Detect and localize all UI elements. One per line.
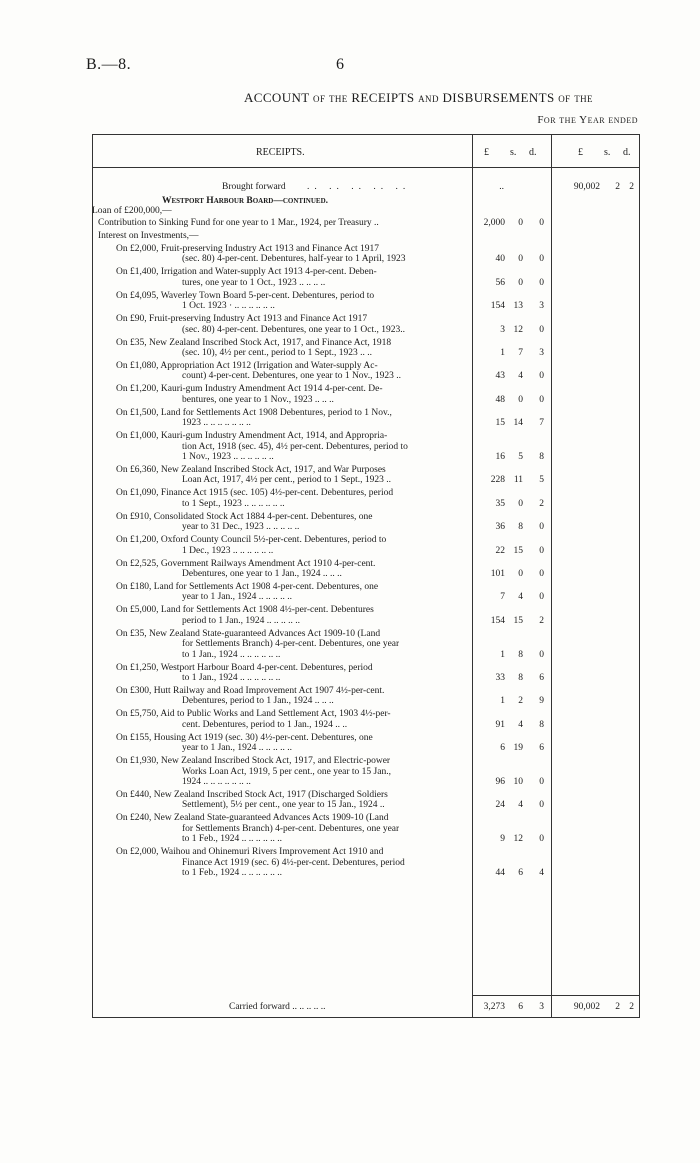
entry-pounds: 1 bbox=[500, 649, 505, 660]
entry-shillings: 2 bbox=[518, 696, 523, 707]
entry-pence: 0 bbox=[539, 834, 544, 845]
entry-pence: 0 bbox=[539, 777, 544, 787]
entry-shillings: 12 bbox=[513, 324, 523, 335]
entry-pounds: 228 bbox=[490, 475, 505, 486]
entry-line bbox=[92, 370, 640, 382]
entry-line bbox=[92, 742, 640, 754]
entry-line bbox=[92, 324, 640, 336]
entry-shillings: 10 bbox=[513, 777, 523, 787]
entry-pounds: 96 bbox=[495, 777, 505, 787]
entry-text: On £2,000, Fruit-preserving Industry Act 1913 and Finance Act 1917 bbox=[116, 244, 380, 254]
entry-shillings: 7 bbox=[518, 348, 523, 358]
entry-line bbox=[92, 867, 640, 879]
brought-forward-leader: .. .. .. .. .. bbox=[307, 182, 411, 192]
entry-shillings: 0 bbox=[518, 254, 523, 265]
page-subtitle: For the Year ended bbox=[537, 114, 638, 126]
entry-line bbox=[92, 394, 640, 406]
carried-forward-sub-pounds: 3,273 bbox=[483, 1002, 505, 1012]
entry-text: Finance Act 1919 (sec. 6) 4½-per-cent. Debentures, period bbox=[182, 857, 405, 868]
entry-text: On £240, New Zealand State-guaranteed Advances Acts 1909-10 (Land bbox=[116, 813, 389, 824]
entry-pence: 4 bbox=[539, 868, 544, 878]
sub-pounds-header: £ bbox=[484, 147, 489, 158]
entry-text: year to 1 Jan., 1924 .. .. .. .. .. bbox=[182, 743, 293, 754]
entry-text: 1 Oct. 1923 · .. .. .. .. .. .. bbox=[182, 301, 275, 312]
entry-pence: 3 bbox=[539, 348, 544, 358]
entry-text: On £1,000, Kauri-gum Industry Amendment Act, 1914, and Appropria- bbox=[116, 431, 388, 442]
entry-text: tion Act, 1918 (sec. 45), 4½ per-cent. Debentures, period to bbox=[182, 441, 408, 452]
entry-text: (sec. 10), 4½ per cent., period to 1 Sept., 1923 .. .. bbox=[182, 348, 372, 358]
carried-forward-sub-pence: 3 bbox=[539, 1002, 544, 1012]
entry-text: On £1,400, Irrigation and Water-supply Act 1913 4-per-cent. Deben- bbox=[116, 267, 377, 278]
entry-text: On £35, New Zealand State-guaranteed Advances Act 1909-10 (Land bbox=[116, 628, 381, 639]
entry-text: On £5,750, Aid to Public Works and Land Settlement Act, 1903 4½-per- bbox=[116, 709, 391, 720]
loan-heading-row bbox=[92, 205, 640, 217]
entry-pence: 7 bbox=[539, 418, 544, 429]
entry-text: 1924 .. .. .. .. .. .. .. bbox=[182, 777, 251, 787]
entry-pounds: 91 bbox=[495, 719, 505, 730]
entry-text: On £300, Hutt Railway and Road Improvement Act 1907 4½-per-cent. bbox=[116, 686, 385, 696]
entry-pounds: 154 bbox=[490, 615, 505, 626]
entry-text: Settlement), 5½ per cent., one year to 15 Jan., 1924 .. bbox=[182, 800, 385, 811]
entry-text: 1923 .. .. .. .. .. .. .. bbox=[182, 418, 251, 429]
entry-text: bentures, one year to 1 Nov., 1923 .. .. .. bbox=[182, 394, 334, 405]
entry-text: year to 1 Jan., 1924 .. .. .. .. .. bbox=[182, 592, 293, 603]
entry-pounds: 36 bbox=[495, 522, 505, 533]
entry-text: Debentures, period to 1 Jan., 1924 .. .. .. bbox=[182, 696, 334, 707]
tot-shillings-header: s. bbox=[604, 147, 611, 158]
entry-text: to 1 Feb., 1924 .. .. .. .. .. .. bbox=[182, 868, 283, 878]
entry-shillings: 4 bbox=[518, 800, 523, 811]
entry-line bbox=[92, 568, 640, 580]
entry-line bbox=[92, 253, 640, 265]
brought-forward-sub: .. bbox=[499, 182, 504, 192]
entry-pence: 9 bbox=[539, 696, 544, 707]
entry-pounds: 48 bbox=[495, 394, 505, 405]
entry-pounds: 7 bbox=[500, 592, 505, 603]
entry-text: On £35, New Zealand Inscribed Stock Act, 1917, and Finance Act, 1918 bbox=[116, 337, 392, 348]
entry-line bbox=[92, 217, 640, 229]
entry-shillings: 14 bbox=[513, 418, 523, 429]
entry-line bbox=[92, 695, 640, 707]
page-number: 6 bbox=[336, 56, 344, 73]
entry-text: On £1,080, Appropriation Act 1912 (Irrigation and Water-supply Ac- bbox=[116, 361, 378, 371]
entry-text: count) 4-per-cent. Debentures, one year to 1 Nov., 1923 .. bbox=[182, 371, 401, 382]
sub-pence-header: d. bbox=[529, 147, 537, 158]
header-rule bbox=[92, 167, 640, 168]
entry-line bbox=[92, 615, 640, 627]
entry-pounds: 35 bbox=[495, 498, 505, 509]
entry-line bbox=[92, 474, 640, 486]
entry-shillings: 0 bbox=[518, 218, 523, 228]
entry-shillings: 5 bbox=[518, 452, 523, 462]
entry-text: tures, one year to 1 Oct., 1923 .. .. .. .. bbox=[182, 277, 326, 288]
entry-pence: 2 bbox=[539, 498, 544, 509]
entry-pence: 0 bbox=[539, 569, 544, 579]
entry-text: On £1,250, Westport Harbour Board 4-per-cent. Debentures, period bbox=[116, 662, 373, 673]
brought-forward-row bbox=[92, 181, 640, 193]
entry-text: Interest on Investments,— bbox=[98, 231, 199, 241]
page-title: ACCOUNT of the RECEIPTS and DISBURSEMENTS of the bbox=[244, 90, 593, 105]
sub-shillings-header: s. bbox=[510, 147, 517, 158]
entry-pounds: 40 bbox=[495, 254, 505, 265]
entry-pounds: 33 bbox=[495, 673, 505, 683]
entry-text: On £1,090, Finance Act 1915 (sec. 105) 4½-per-cent. Debentures, period bbox=[116, 488, 394, 499]
page-identifier: B.—8. bbox=[86, 56, 132, 73]
entry-shillings: 13 bbox=[513, 301, 523, 312]
receipts-header: RECEIPTS. bbox=[256, 147, 305, 158]
entry-pence: 0 bbox=[539, 371, 544, 382]
entry-pounds: 22 bbox=[495, 545, 505, 556]
entry-text: On £1,200, Oxford County Council 5½-per-cent. Debentures, period to bbox=[116, 535, 387, 546]
carried-rule bbox=[472, 995, 640, 996]
entry-pence: 0 bbox=[539, 277, 544, 288]
carried-forward-sub-shillings: 6 bbox=[518, 1002, 523, 1012]
entry-text: year to 31 Dec., 1923 .. .. .. .. .. bbox=[182, 522, 300, 533]
entry-text: for Settlements Branch) 4-per-cent. Debentures, one year bbox=[182, 823, 400, 834]
entry-line bbox=[92, 591, 640, 603]
entry-text: to 1 Sept., 1923 .. .. .. .. .. .. bbox=[182, 498, 285, 509]
entry-pence: 0 bbox=[539, 394, 544, 405]
entry-text: On £1,200, Kauri-gum Industry Amendment Act 1914 4-per-cent. De- bbox=[116, 384, 383, 395]
entry-pence: 0 bbox=[539, 218, 544, 228]
entry-text: 1 Nov., 1923 .. .. .. .. .. .. bbox=[182, 452, 274, 462]
entry-shillings: 0 bbox=[518, 277, 523, 288]
brought-forward-shillings: 2 bbox=[615, 182, 620, 192]
brought-forward-label: Brought forward bbox=[222, 182, 286, 192]
entry-text: On £2,525, Government Railways Amendment Act 1910 4-per-cent. bbox=[116, 558, 376, 569]
entry-text: to 1 Jan., 1924 .. .. .. .. .. .. bbox=[182, 649, 281, 660]
entry-shillings: 8 bbox=[518, 522, 523, 533]
entry-text: Works Loan Act, 1919, 5 per cent., one year to 15 Jan., bbox=[182, 766, 391, 777]
entry-text: On £6,360, New Zealand Inscribed Stock Act, 1917, and War Purposes bbox=[116, 465, 386, 475]
entry-shillings: 0 bbox=[518, 394, 523, 405]
entry-pounds: 16 bbox=[495, 452, 505, 462]
entry-text: (sec. 80) 4-per-cent. Debentures, one year to 1 Oct., 1923.. bbox=[182, 324, 405, 335]
entry-pence: 0 bbox=[539, 649, 544, 660]
entry-shillings: 0 bbox=[518, 569, 523, 579]
brought-forward-pounds: 90,002 bbox=[573, 182, 600, 192]
entry-text: to 1 Feb., 1924 .. .. .. .. .. .. bbox=[182, 834, 283, 845]
entry-pence: 0 bbox=[539, 800, 544, 811]
entry-shillings: 15 bbox=[513, 545, 523, 556]
entry-shillings: 11 bbox=[513, 475, 523, 486]
entry-pounds: 15 bbox=[495, 418, 505, 429]
entry-shillings: 15 bbox=[513, 615, 523, 626]
entry-pounds: 101 bbox=[490, 569, 505, 579]
entry-text: Contribution to Sinking Fund for one year to 1 Mar., 1924, per Treasury .. bbox=[98, 218, 379, 228]
entry-pounds: 2,000 bbox=[483, 218, 505, 228]
entry-line bbox=[92, 649, 640, 661]
entry-shillings: 4 bbox=[518, 371, 523, 382]
tot-pence-header: d. bbox=[623, 147, 631, 158]
entry-pounds: 24 bbox=[495, 800, 505, 811]
entry-text: cent. Debentures, period to 1 Jan., 1924 .. .. bbox=[182, 719, 348, 730]
entry-pence: 6 bbox=[539, 673, 544, 683]
entry-text: On £90, Fruit-preserving Industry Act 1913 and Finance Act 1917 bbox=[116, 314, 368, 325]
entry-pounds: 44 bbox=[495, 868, 505, 878]
entry-pounds: 56 bbox=[495, 277, 505, 288]
entry-text: On £2,000, Waihou and Ohinemuri Rivers Improvement Act 1910 and bbox=[116, 847, 384, 858]
entry-text: On £180, Land for Settlements Act 1908 4-per-cent. Debentures, one bbox=[116, 582, 379, 592]
brought-forward-pence: 2 bbox=[629, 182, 634, 192]
entry-pence: 0 bbox=[539, 592, 544, 603]
tot-pounds-header: £ bbox=[578, 147, 583, 158]
entry-line bbox=[92, 347, 640, 359]
entry-pence: 3 bbox=[539, 301, 544, 312]
entry-line bbox=[92, 719, 640, 731]
entry-text: Loan Act, 1917, 4½ per cent., period to 1 Sept., 1923 .. bbox=[182, 475, 391, 486]
entry-line bbox=[92, 277, 640, 289]
entry-text: On £1,930, New Zealand Inscribed Stock Act, 1917, and Electric-power bbox=[116, 756, 391, 767]
entry-line bbox=[92, 799, 640, 811]
entry-pounds: 43 bbox=[495, 371, 505, 382]
carried-forward-row bbox=[92, 1001, 640, 1013]
entry-pence: 0 bbox=[539, 522, 544, 533]
entry-text: On £4,095, Waverley Town Board 5-per-cent. Debentures, period to bbox=[116, 290, 375, 301]
entry-shillings: 6 bbox=[518, 868, 523, 878]
entry-text: On £5,000, Land for Settlements Act 1908 4½-per-cent. Debentures bbox=[116, 605, 374, 616]
entry-pounds: 1 bbox=[500, 348, 505, 358]
entry-text: period to 1 Jan., 1924 .. .. .. .. .. bbox=[182, 615, 300, 626]
entry-shillings: 4 bbox=[518, 719, 523, 730]
entry-pence: 5 bbox=[539, 475, 544, 486]
entry-pence: 8 bbox=[539, 452, 544, 462]
entry-pence: 0 bbox=[539, 545, 544, 556]
entry-shillings: 0 bbox=[518, 498, 523, 509]
carried-forward-tot-shillings: 2 bbox=[615, 1002, 620, 1012]
entry-line bbox=[92, 300, 640, 312]
entry-pence: 0 bbox=[539, 254, 544, 265]
entry-line bbox=[92, 833, 640, 845]
carried-forward-label: Carried forward .. .. .. .. .. bbox=[229, 1002, 326, 1012]
entry-pence: 2 bbox=[539, 615, 544, 626]
entry-text: 1 Dec., 1923 .. .. .. .. .. .. bbox=[182, 545, 274, 556]
entry-text: (sec. 80) 4-per-cent. Debentures, half-year to 1 April, 1923 bbox=[182, 254, 406, 265]
entry-text: On £1,500, Land for Settlements Act 1908 Debentures, period to 1 Nov., bbox=[116, 407, 392, 418]
loan-heading: Loan of £200,000,— bbox=[92, 206, 172, 216]
entry-text: for Settlements Branch) 4-per-cent. Debentures, one year bbox=[182, 639, 400, 650]
carried-forward-tot-pence: 2 bbox=[629, 1002, 634, 1012]
entry-shillings: 8 bbox=[518, 649, 523, 660]
entry-text: On £440, New Zealand Inscribed Stock Act, 1917 (Discharged Soldiers bbox=[116, 790, 388, 800]
entry-shillings: 19 bbox=[513, 743, 523, 754]
entry-line bbox=[92, 451, 640, 463]
entry-line bbox=[92, 498, 640, 510]
entry-pence: 8 bbox=[539, 719, 544, 730]
carried-forward-tot-pounds: 90,002 bbox=[573, 1002, 600, 1012]
entry-text: Debentures, one year to 1 Jan., 1924 .. .. .. bbox=[182, 569, 342, 579]
entry-shillings: 4 bbox=[518, 592, 523, 603]
entry-line bbox=[92, 521, 640, 533]
entry-text: On £910, Consolidated Stock Act 1884 4-per-cent. Debentures, one bbox=[116, 511, 373, 522]
entry-shillings: 8 bbox=[518, 673, 523, 683]
entry-pounds: 6 bbox=[500, 743, 505, 754]
entry-pence: 0 bbox=[539, 324, 544, 335]
section-heading: Westport Harbour Board—continued. bbox=[162, 196, 329, 206]
entry-line bbox=[92, 417, 640, 429]
receipts-table bbox=[92, 134, 640, 1018]
entry-line bbox=[92, 672, 640, 684]
entry-line bbox=[92, 776, 640, 788]
entry-pounds: 9 bbox=[500, 834, 505, 845]
entry-line bbox=[92, 545, 640, 557]
entry-pounds: 3 bbox=[500, 324, 505, 335]
entry-text: On £155, Housing Act 1919 (sec. 30) 4½-per-cent. Debentures, one bbox=[116, 732, 373, 743]
entry-pounds: 1 bbox=[500, 696, 505, 707]
entry-shillings: 12 bbox=[513, 834, 523, 845]
entry-pounds: 154 bbox=[490, 301, 505, 312]
entry-text: to 1 Jan., 1924 .. .. .. .. .. .. bbox=[182, 673, 281, 683]
entry-line bbox=[92, 230, 640, 242]
entry-pence: 6 bbox=[539, 743, 544, 754]
